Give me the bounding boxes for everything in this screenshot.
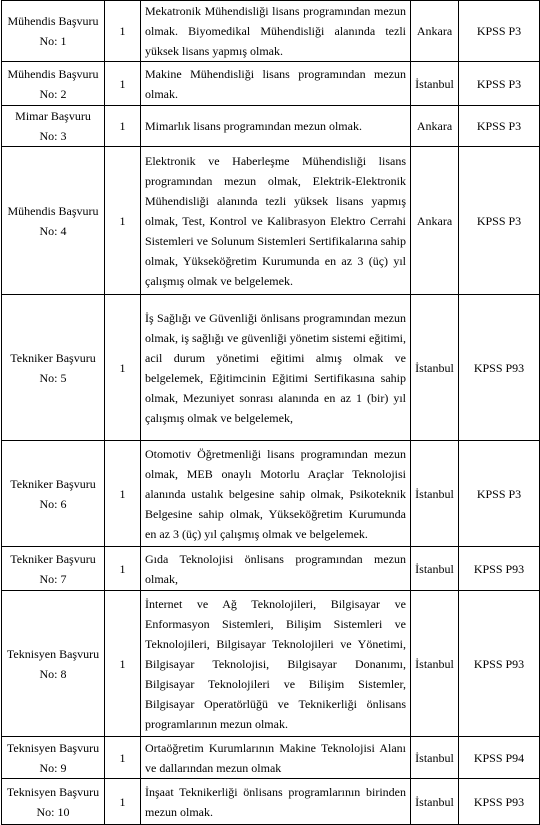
position-title: Tekniker Başvuru No: 5 <box>2 295 105 441</box>
position-count: 1 <box>105 441 141 547</box>
position-kpss: KPSS P3 <box>459 147 540 295</box>
position-city: İstanbul <box>411 295 459 441</box>
position-requirement: Elektronik ve Haberleşme Mühendisliği lisans programından mezun olmak, Elektrik-Elektronik Mühendisliği alanında tezli yüksek lisans yapmış olmak, Test, Kontrol ve Kalibrasyon Elektro Cerrahi Sistemleri ve Solunum Sistemleri Sertifikalarına sahip olmak, Yükseköğretim Kurumunda en az 3 (üç) yıl çalışmış olmak ve belgelemek. <box>141 147 411 295</box>
position-count: 1 <box>105 547 141 591</box>
table-row <box>2 62 540 106</box>
position-count: 1 <box>105 147 141 295</box>
position-count: 1 <box>105 779 141 825</box>
table-row <box>2 147 540 295</box>
position-count: 1 <box>105 62 141 106</box>
position-title: Teknisyen Başvuru No: 9 <box>2 737 105 779</box>
position-city: İstanbul <box>411 547 459 591</box>
position-kpss: KPSS P93 <box>459 547 540 591</box>
table-row <box>2 779 540 825</box>
position-title: Teknisyen Başvuru No: 8 <box>2 591 105 737</box>
position-requirement: Otomotiv Öğretmenliği lisans programından mezun olmak, MEB onaylı Motorlu Araçlar Teknolojisi alanında ustalık belgesine sahip olmak, Psikoteknik Belgesine sahip olmak, Yükseköğretim Kurumunda en az 3 (üç) yıl çalışmış olmak ve belgelemek. <box>141 441 411 547</box>
position-kpss: KPSS P3 <box>459 106 540 147</box>
position-city: Ankara <box>411 1 459 62</box>
position-title: Mühendis Başvuru No: 4 <box>2 147 105 295</box>
position-count: 1 <box>105 106 141 147</box>
position-count: 1 <box>105 737 141 779</box>
position-requirement: Mekatronik Mühendisliği lisans programından mezun olmak. Biyomedikal Mühendisliği alanında tezli yüksek lisans yapmış olmak. <box>141 1 411 62</box>
position-city: İstanbul <box>411 441 459 547</box>
position-city: İstanbul <box>411 779 459 825</box>
position-kpss: KPSS P94 <box>459 737 540 779</box>
position-title: Mühendis Başvuru No: 1 <box>2 1 105 62</box>
position-kpss: KPSS P3 <box>459 1 540 62</box>
position-count: 1 <box>105 295 141 441</box>
position-city: Ankara <box>411 106 459 147</box>
table-row <box>2 441 540 547</box>
table-row <box>2 737 540 779</box>
position-city: İstanbul <box>411 62 459 106</box>
position-city: İstanbul <box>411 737 459 779</box>
position-requirement: Makine Mühendisliği lisans programından mezun olmak. <box>141 62 411 106</box>
position-title: Mimar Başvuru No: 3 <box>2 106 105 147</box>
position-count: 1 <box>105 1 141 62</box>
positions-table-body <box>2 1 540 825</box>
position-requirement: Mimarlık lisans programından mezun olmak. <box>141 106 411 147</box>
position-title: Tekniker Başvuru No: 6 <box>2 441 105 547</box>
table-row <box>2 295 540 441</box>
position-title: Teknisyen Başvuru No: 10 <box>2 779 105 825</box>
table-row <box>2 591 540 737</box>
position-count: 1 <box>105 591 141 737</box>
position-city: İstanbul <box>411 591 459 737</box>
position-kpss: KPSS P3 <box>459 62 540 106</box>
position-requirement: İnşaat Teknikerliği önlisans programlarının birinden mezun olmak. <box>141 779 411 825</box>
position-requirement: Gıda Teknolojisi önlisans programından mezun olmak, <box>141 547 411 591</box>
table-row <box>2 1 540 62</box>
positions-table <box>1 0 540 825</box>
position-title: Mühendis Başvuru No: 2 <box>2 62 105 106</box>
position-requirement: İnternet ve Ağ Teknolojileri, Bilgisayar ve Enformasyon Sistemleri, Bilişim Sistemleri ve Teknolojileri, Bilgisayar Teknolojileri ve Yönetimi, Bilgisayar Teknolojisi, Bilgisayar Donanımı, Bilgisayar Teknolojileri ve Bilişim Sistemler, Bilgisayar Operatörlüğü ve Teknikerliği önlisans programlarının mezun olmak. <box>141 591 411 737</box>
position-kpss: KPSS P3 <box>459 441 540 547</box>
table-row <box>2 547 540 591</box>
table-row <box>2 106 540 147</box>
position-title: Tekniker Başvuru No: 7 <box>2 547 105 591</box>
position-kpss: KPSS P93 <box>459 591 540 737</box>
position-requirement: Ortaöğretim Kurumlarının Makine Teknolojisi Alanı ve dallarından mezun olmak <box>141 737 411 779</box>
position-requirement: İş Sağlığı ve Güvenliği önlisans programından mezun olmak, iş sağlığı ve güvenliği yönetim sistemi eğitimi, acil durum yönetimi eğitimi almış olmak ve belgelemek, Eğitimcinin Eğitimi Sertifikasına sahip olmak, Mezuniyet sonrası alanında en az 1 (bir) yıl çalışmış olmak ve belgelemek, <box>141 295 411 441</box>
position-city: Ankara <box>411 147 459 295</box>
position-kpss: KPSS P93 <box>459 779 540 825</box>
position-kpss: KPSS P93 <box>459 295 540 441</box>
